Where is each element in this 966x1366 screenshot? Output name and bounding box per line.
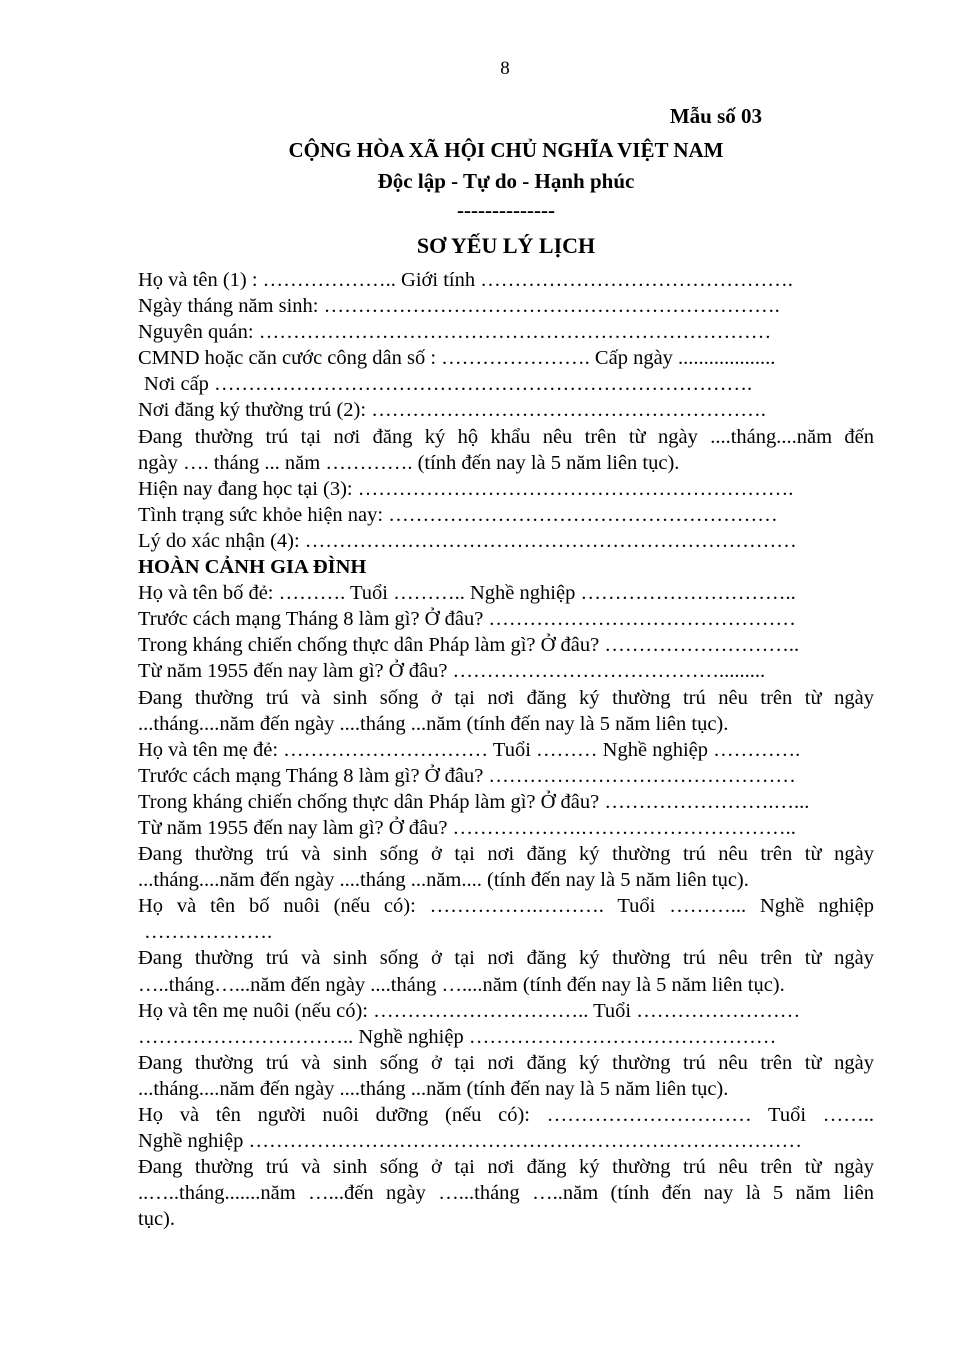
family-line: Họ và tên người nuôi dưỡng (nếu có): ………………………… Tuổi …….. <box>138 1104 874 1126</box>
family-line: ...tháng....năm đến ngày ....tháng ...năm (tính đến nay là 5 năm liên tục). <box>138 1077 729 1100</box>
form-number: Mẫu số 03 <box>669 104 762 128</box>
family-line: Đang thường trú và sinh sống ở tại nơi đăng ký thường trú nêu trên từ ngày <box>138 1156 874 1179</box>
form-body <box>138 267 874 1232</box>
family-line: Nghề nghiệp ……………………………………………………………………… <box>138 1130 802 1153</box>
family-line: Họ và tên mẹ đẻ: ………………………… Tuổi ……… Nghề nghiệp …………. <box>138 738 801 761</box>
family-line: Đang thường trú và sinh sống ở tại nơi đăng ký thường trú nêu trên từ ngày <box>138 686 874 709</box>
document-title: SƠ YẾU LÝ LỊCH <box>416 233 596 258</box>
header-divider: -------------- <box>457 198 555 222</box>
family-line: Từ năm 1955 đến nay làm gì? Ở đâu? …………………………………......... <box>138 660 766 683</box>
field-health-status: Tình trạng sức khỏe hiện nay: ………………………………………………… <box>138 503 778 526</box>
family-line: Từ năm 1955 đến nay làm gì? Ở đâu? ……………….………………………….. <box>138 816 796 839</box>
field-id-number: CMND hoặc căn cước công dân số : …………………. Cấp ngày ................... <box>138 347 776 370</box>
family-line: ...tháng....năm đến ngày ....tháng ...năm (tính đến nay là 5 năm liên tục). <box>138 712 729 735</box>
motto-heading: Độc lập - Tự do - Hạnh phúc <box>377 169 635 193</box>
family-line: ..…..tháng.......năm …...đến ngày …...tháng …..năm (tính đến nay là 5 năm liên <box>138 1182 874 1205</box>
section-family-heading: HOÀN CẢNH GIA ĐÌNH <box>138 556 367 579</box>
field-current-school: Hiện nay đang học tại (3): ………………………………………………………. <box>138 477 794 500</box>
republic-heading: CỘNG HÒA XÃ HỘI CHỦ NGHĨA VIỆT NAM <box>288 138 724 162</box>
family-line: Đang thường trú và sinh sống ở tại nơi đăng ký thường trú nêu trên từ ngày <box>138 1051 874 1074</box>
family-line: Đang thường trú và sinh sống ở tại nơi đăng ký thường trú nêu trên từ ngày <box>138 843 874 866</box>
field-reason: Lý do xác nhận (4): ……………………………………………………………… <box>138 529 797 552</box>
family-line: tục). <box>138 1208 175 1231</box>
family-line: …..tháng…...năm đến ngày ....tháng …....năm (tính đến nay là 5 năm liên tục). <box>138 973 785 996</box>
family-line: Họ và tên mẹ nuôi (nếu có): ………………………….. Tuổi …………………… <box>138 999 801 1022</box>
family-line: ………………. <box>144 921 273 944</box>
field-birth-date: Ngày tháng năm sinh: …………………………………………………………. <box>138 295 780 318</box>
field-issue-place: Nơi cấp ……………………………………………………………………. <box>144 373 753 396</box>
field-full-name: Họ và tên (1) : ……………….. Giới tính ………………………………………. <box>138 269 793 291</box>
family-line: Trước cách mạng Tháng 8 làm gì? Ở đâu? ……………………………………… <box>138 608 796 631</box>
field-hometown: Nguyên quán: ………………………………………………………………… <box>138 321 772 344</box>
family-line: Đang thường trú và sinh sống ở tại nơi đăng ký thường trú nêu trên từ ngày <box>138 947 874 970</box>
family-line: Trong kháng chiến chống thực dân Pháp làm gì? Ở đâu? …………………….…... <box>138 790 810 813</box>
family-line: ………………………….. Nghề nghiệp ……………………………………… <box>138 1025 777 1048</box>
field-residence-since: Đang thường trú tại nơi đăng ký hộ khẩu nêu trên từ ngày ....tháng....năm đến <box>138 425 874 448</box>
page-number: 8 <box>500 58 510 79</box>
family-line: Trước cách mạng Tháng 8 làm gì? Ở đâu? ……………………………………… <box>138 764 796 787</box>
field-residence-since-cont: ngày …. tháng ... năm …………. (tính đến nay là 5 năm liên tục). <box>138 451 680 474</box>
family-line: Trong kháng chiến chống thực dân Pháp làm gì? Ở đâu? ……………………….. <box>138 634 800 657</box>
family-line: ...tháng....năm đến ngày ....tháng ...năm.... (tính đến nay là 5 năm liên tục). <box>138 869 749 892</box>
family-line: Họ và tên bố nuôi (nếu có): …………….………. Tuổi ………... Nghề nghiệp <box>138 895 874 918</box>
family-line: Họ và tên bố đẻ: ………. Tuổi ……….. Nghề nghiệp ………………………….. <box>138 582 796 605</box>
field-permanent-residence: Nơi đăng ký thường trú (2): …………………………………………………. <box>138 399 766 422</box>
